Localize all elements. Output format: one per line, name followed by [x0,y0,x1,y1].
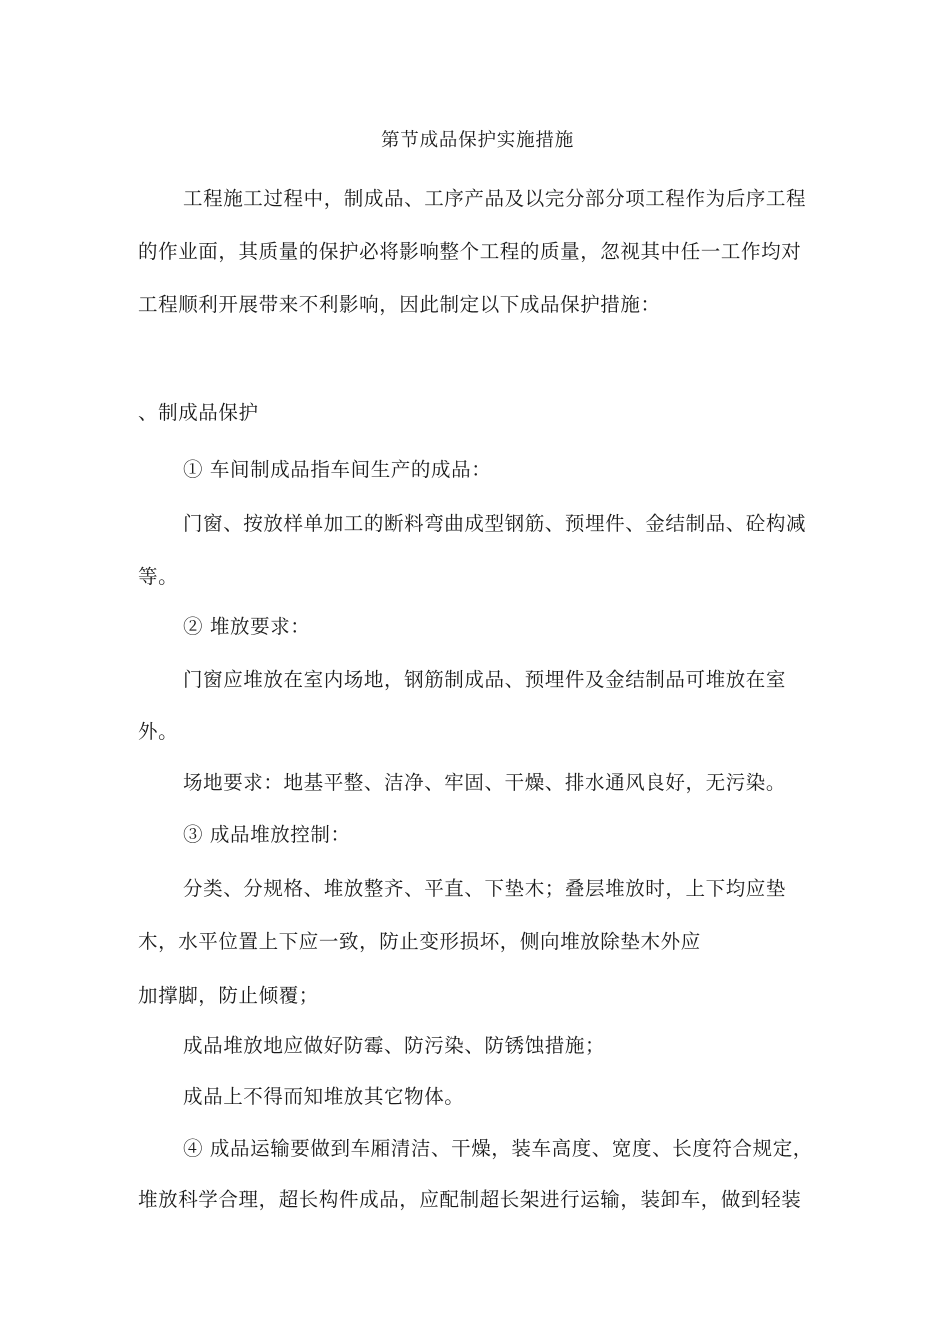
item2-body-line-1: 门窗应堆放在室内场地，钢筋制成品、预埋件及金结制品可堆放在室 [183,668,787,691]
item3-extra-line-2: 成品上不得而知堆放其它物体。 [183,1085,465,1108]
item1-body-line-2: 等。 [138,565,179,588]
intro-line-2: 的作业面，其质量的保护必将影响整个工程的质量，忽视其中任一工作均对 [138,240,802,263]
page-title: 第节成品保护实施措施 [381,130,575,151]
item4-body-line-1: ④ 成品运输要做到车厢清洁、干燥，装车高度、宽度、长度符合规定， [183,1137,813,1160]
item3-body-line-3: 加撑脚，防止倾覆； [138,984,319,1007]
item3-body-line-2: 木，水平位置上下应一致，防止变形损坏，侧向堆放除垫木外应 [138,930,701,953]
item2-site-requirements: 场地要求：地基平整、洁净、牢固、干燥、排水通风良好，无污染。 [183,771,787,794]
item2-heading: ② 堆放要求： [183,615,311,638]
item1-heading: ① 车间制成品指车间生产的成品： [183,458,492,481]
item4-body-line-2: 堆放科学合理，超长构件成品，应配制超长架进行运输，装卸车，做到轻装 [138,1188,802,1211]
intro-line-3: 工程顺利开展带来不利影响，因此制定以下成品保护措施： [138,293,661,316]
item3-extra-line-1: 成品堆放地应做好防霉、防污染、防锈蚀措施； [183,1034,606,1057]
intro-line-1: 工程施工过程中，制成品、工序产品及以完分部分项工程作为后序工程 [183,187,807,210]
section-heading: 、制成品保护 [138,401,259,424]
item1-body-line-1: 门窗、按放样单加工的断料弯曲成型钢筋、预埋件、金结制品、砼构减 [183,512,807,535]
item3-body-line-1: 分类、分规格、堆放整齐、平直、下垫木；叠层堆放时，上下均应垫 [183,877,787,900]
item3-heading: ③ 成品堆放控制： [183,823,351,846]
item2-body-line-2: 外。 [138,720,179,743]
